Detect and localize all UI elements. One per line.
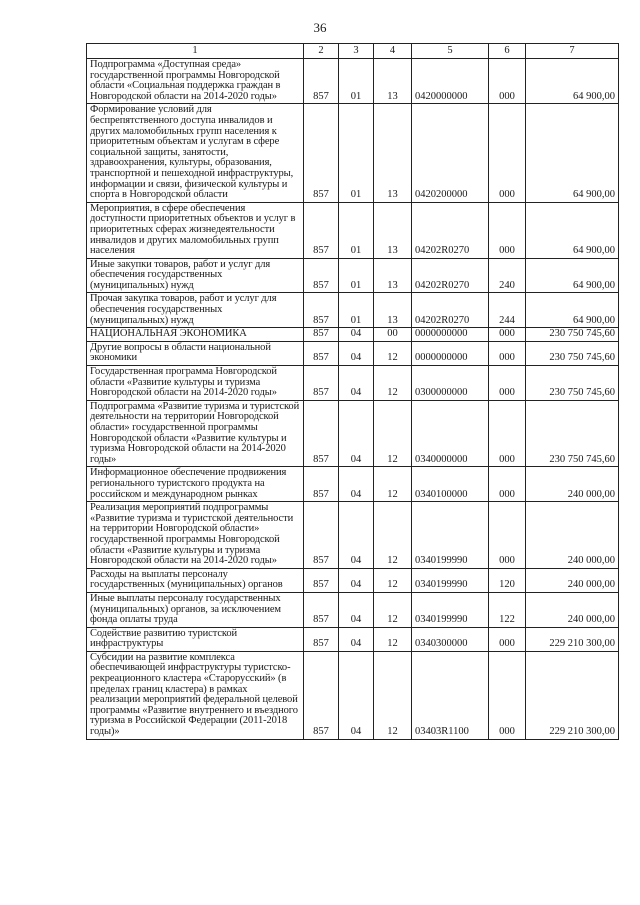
column-header: 7 (526, 44, 619, 59)
row-section-code: 04 (339, 400, 374, 467)
row-expense-type: 000 (489, 202, 526, 258)
row-target-code: 0000000000 (412, 328, 489, 342)
table-row (87, 59, 619, 104)
column-header: 2 (304, 44, 339, 59)
row-target-code: 0300000000 (412, 366, 489, 401)
row-amount: 240 000,00 (526, 502, 619, 569)
row-section-code: 04 (339, 328, 374, 342)
row-amount: 240 000,00 (526, 592, 619, 627)
row-target-code: 04202R0270 (412, 202, 489, 258)
row-subsection-code: 12 (374, 568, 412, 592)
table-row (87, 400, 619, 467)
row-gr-code: 857 (304, 592, 339, 627)
row-amount: 230 750 745,60 (526, 366, 619, 401)
row-subsection-code: 12 (374, 651, 412, 739)
row-expense-type: 000 (489, 467, 526, 502)
page-number: 36 (313, 20, 327, 35)
row-expense-type: 120 (489, 568, 526, 592)
row-amount: 240 000,00 (526, 568, 619, 592)
row-gr-code: 857 (304, 341, 339, 365)
table-row (87, 651, 619, 739)
row-amount: 64 900,00 (526, 104, 619, 202)
row-name: Реализация мероприятий подпрограммы «Развитие туризма и туристской деятельности на территории Новгородской области» государственной программы Новгородской области «Развитие культуры и туризма Новгородской области на 2014-2020 годы» (87, 502, 304, 569)
row-section-code: 04 (339, 502, 374, 569)
column-header: 3 (339, 44, 374, 59)
row-subsection-code: 12 (374, 341, 412, 365)
row-name: Иные выплаты персоналу государственных (муниципальных) органов, за исключением фонда оплаты труда (87, 592, 304, 627)
row-section-code: 04 (339, 568, 374, 592)
budget-table (86, 43, 619, 740)
row-name: Подпрограмма «Развитие туризма и туристской деятельности на территории Новгородской области» государственной программы Новгородской области «Развитие культуры и туризма Новгородской области на 2014-2020 годы» (87, 400, 304, 467)
row-subsection-code: 12 (374, 592, 412, 627)
column-header: 1 (87, 44, 304, 59)
row-subsection-code: 13 (374, 59, 412, 104)
row-expense-type: 000 (489, 400, 526, 467)
row-name: Подпрограмма «Доступная среда» государственной программы Новгородской области «Социальная поддержка граждан в Новгородской области на 2014-2020 годы» (87, 59, 304, 104)
row-amount: 229 210 300,00 (526, 627, 619, 651)
row-expense-type: 000 (489, 341, 526, 365)
row-subsection-code: 00 (374, 328, 412, 342)
row-gr-code: 857 (304, 366, 339, 401)
row-gr-code: 857 (304, 293, 339, 328)
row-subsection-code: 12 (374, 366, 412, 401)
row-gr-code: 857 (304, 59, 339, 104)
row-gr-code: 857 (304, 467, 339, 502)
row-subsection-code: 12 (374, 467, 412, 502)
row-target-code: 0420200000 (412, 104, 489, 202)
table-row (87, 568, 619, 592)
row-section-code: 04 (339, 341, 374, 365)
row-name: Мероприятия, в сфере обеспечения доступности приоритетных объектов и услуг в приоритетных сферах жизнедеятельности инвалидов и других маломобильных групп населения (87, 202, 304, 258)
column-header: 6 (489, 44, 526, 59)
row-name: НАЦИОНАЛЬНАЯ ЭКОНОМИКА (87, 328, 304, 342)
row-subsection-code: 12 (374, 502, 412, 569)
row-name: Формирование условий для беспрепятственного доступа инвалидов и других маломобильных групп населения к приоритетным объектам и услугам в сфере социальной защиты, занятости, здравоохранения, культуры, образования, транспортной и пешеходной инфраструктуры, информации и связи, физической культуры и спорта в Новгородской области (87, 104, 304, 202)
table-row (87, 627, 619, 651)
row-amount: 64 900,00 (526, 258, 619, 293)
row-target-code: 0340199990 (412, 568, 489, 592)
row-target-code: 0340300000 (412, 627, 489, 651)
row-amount: 230 750 745,60 (526, 328, 619, 342)
row-section-code: 01 (339, 258, 374, 293)
row-gr-code: 857 (304, 502, 339, 569)
table-row (87, 202, 619, 258)
table-row (87, 293, 619, 328)
row-amount: 229 210 300,00 (526, 651, 619, 739)
row-target-code: 0340199990 (412, 502, 489, 569)
row-gr-code: 857 (304, 328, 339, 342)
row-target-code: 04202R0270 (412, 258, 489, 293)
row-amount: 230 750 745,60 (526, 400, 619, 467)
table-row (87, 328, 619, 342)
row-gr-code: 857 (304, 568, 339, 592)
row-section-code: 04 (339, 366, 374, 401)
row-name: Прочая закупка товаров, работ и услуг для обеспечения государственных (муниципальных) нужд (87, 293, 304, 328)
row-expense-type: 000 (489, 59, 526, 104)
table-row (87, 258, 619, 293)
row-subsection-code: 13 (374, 293, 412, 328)
row-amount: 230 750 745,60 (526, 341, 619, 365)
row-subsection-code: 13 (374, 258, 412, 293)
row-name: Государственная программа Новгородской области «Развитие культуры и туризма Новгородской области на 2014-2020 годы» (87, 366, 304, 401)
row-name: Другие вопросы в области национальной экономики (87, 341, 304, 365)
row-gr-code: 857 (304, 400, 339, 467)
row-section-code: 01 (339, 202, 374, 258)
row-subsection-code: 13 (374, 202, 412, 258)
table-row (87, 502, 619, 569)
row-section-code: 04 (339, 627, 374, 651)
row-expense-type: 000 (489, 328, 526, 342)
row-amount: 64 900,00 (526, 202, 619, 258)
table-row (87, 467, 619, 502)
row-name: Субсидии на развитие комплекса обеспечивающей инфраструктуры туристско-рекреационного кластера «Старорусский» (в пределах границ кластера) в рамках реализации мероприятий федеральной целевой программы «Развитие внутреннего и въездного туризма в Российской Федерации (2011-2018 годы)» (87, 651, 304, 739)
row-name: Информационное обеспечение продвижения регионального туристского продукта на российском и международном рынках (87, 467, 304, 502)
table-row (87, 341, 619, 365)
row-name: Содействие развитию туристской инфраструктуры (87, 627, 304, 651)
row-expense-type: 122 (489, 592, 526, 627)
row-target-code: 0340000000 (412, 400, 489, 467)
row-target-code: 0000000000 (412, 341, 489, 365)
row-subsection-code: 13 (374, 104, 412, 202)
row-expense-type: 000 (489, 502, 526, 569)
column-header: 5 (412, 44, 489, 59)
row-gr-code: 857 (304, 258, 339, 293)
row-name: Иные закупки товаров, работ и услуг для обеспечения государственных (муниципальных) нужд (87, 258, 304, 293)
row-section-code: 04 (339, 467, 374, 502)
row-amount: 240 000,00 (526, 467, 619, 502)
table-header-row (87, 44, 619, 59)
table-row (87, 366, 619, 401)
row-section-code: 01 (339, 104, 374, 202)
row-subsection-code: 12 (374, 400, 412, 467)
row-target-code: 04202R0270 (412, 293, 489, 328)
row-expense-type: 000 (489, 627, 526, 651)
row-section-code: 01 (339, 59, 374, 104)
row-name: Расходы на выплаты персоналу государственных (муниципальных) органов (87, 568, 304, 592)
row-section-code: 01 (339, 293, 374, 328)
row-gr-code: 857 (304, 104, 339, 202)
row-gr-code: 857 (304, 627, 339, 651)
row-target-code: 0420000000 (412, 59, 489, 104)
row-section-code: 04 (339, 651, 374, 739)
row-expense-type: 000 (489, 366, 526, 401)
row-expense-type: 000 (489, 104, 526, 202)
row-expense-type: 244 (489, 293, 526, 328)
row-target-code: 0340199990 (412, 592, 489, 627)
row-expense-type: 240 (489, 258, 526, 293)
row-target-code: 0340100000 (412, 467, 489, 502)
row-subsection-code: 12 (374, 627, 412, 651)
column-header: 4 (374, 44, 412, 59)
row-gr-code: 857 (304, 202, 339, 258)
row-target-code: 03403R1100 (412, 651, 489, 739)
row-gr-code: 857 (304, 651, 339, 739)
row-section-code: 04 (339, 592, 374, 627)
table-row (87, 104, 619, 202)
row-amount: 64 900,00 (526, 59, 619, 104)
table-row (87, 592, 619, 627)
row-amount: 64 900,00 (526, 293, 619, 328)
row-expense-type: 000 (489, 651, 526, 739)
